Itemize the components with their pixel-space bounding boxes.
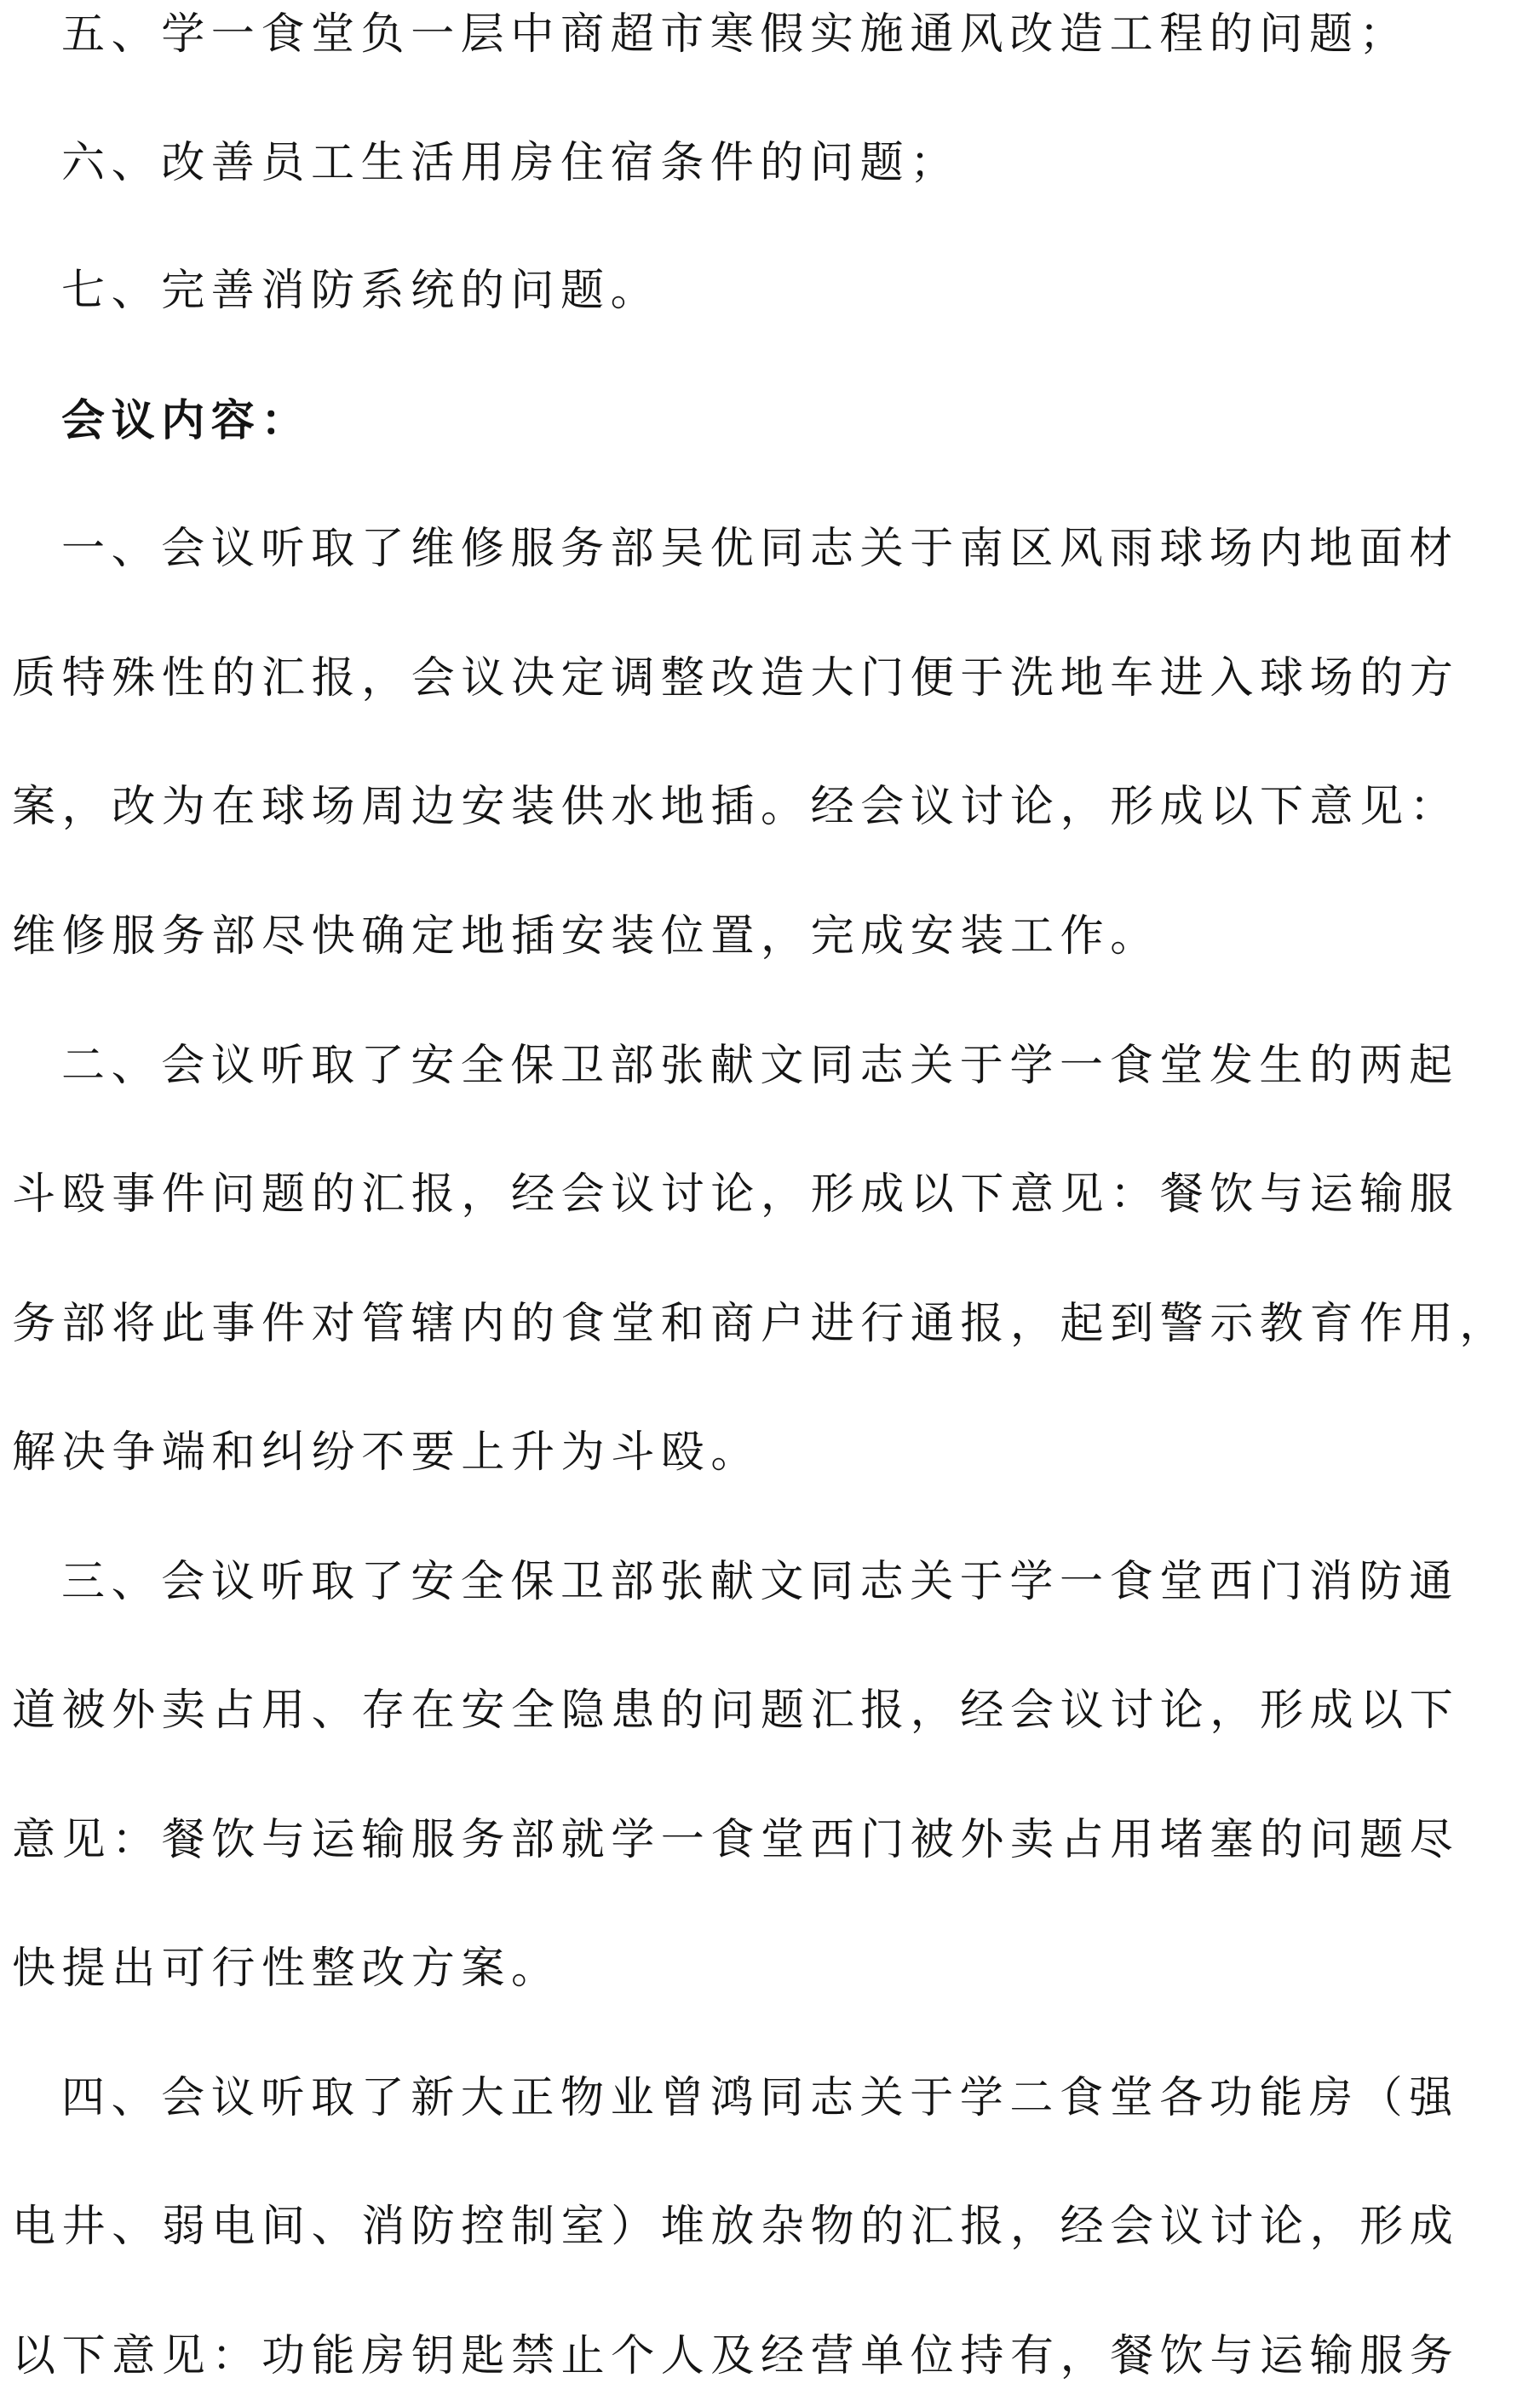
paragraph-4-line-1: 四、会议听取了新大正物业曾鸿同志关于学二食堂各功能房（强 [61,2073,1459,2123]
agenda-item-5: 五、学一食堂负一层中商超市寒假实施通风改造工程的问题； [61,9,1410,60]
paragraph-1-line-3: 案，改为在球场周边安装供水地插。经会议讨论，形成以下意见： [12,782,1460,832]
paragraph-2-line-4: 解决争端和纠纷不要上升为斗殴。 [12,1427,761,1478]
paragraph-2-line-3: 务部将此事件对管辖内的食堂和商户进行通报，起到警示教育作用， [12,1299,1510,1349]
paragraph-1-line-1: 一、会议听取了维修服务部吴优同志关于南区风雨球场内地面材 [61,524,1459,574]
paragraph-3-line-3: 意见：餐饮与运输服务部就学一食堂西门被外卖占用堵塞的问题尽 [12,1815,1460,1865]
paragraph-1-line-2: 质特殊性的汇报，会议决定调整改造大门便于洗地车进入球场的方 [12,653,1460,704]
agenda-item-7: 七、完善消防系统的问题。 [61,266,661,316]
paragraph-2-line-1: 二、会议听取了安全保卫部张献文同志关于学一食堂发生的两起 [61,1041,1459,1091]
paragraph-1-line-4: 维修服务部尽快确定地插安装位置，完成安装工作。 [12,911,1160,962]
paragraph-3-line-2: 道被外卖占用、存在安全隐患的问题汇报，经会议讨论，形成以下 [12,1686,1460,1736]
paragraph-2-line-2: 斗殴事件问题的汇报，经会议讨论，形成以下意见：餐饮与运输服 [12,1169,1460,1220]
paragraph-4-line-3: 以下意见：功能房钥匙禁止个人及经营单位持有，餐饮与运输服务 [12,2331,1460,2381]
paragraph-3-line-4: 快提出可行性整改方案。 [12,1944,561,1994]
paragraph-4-line-2: 电井、弱电间、消防控制室）堆放杂物的汇报，经会议讨论，形成 [12,2202,1460,2252]
paragraph-3-line-1: 三、会议听取了安全保卫部张献文同志关于学一食堂西门消防通 [61,1557,1459,1607]
section-heading: 会议内容： [61,395,312,446]
agenda-item-6: 六、改善员工生活用房住宿条件的问题； [61,138,960,188]
